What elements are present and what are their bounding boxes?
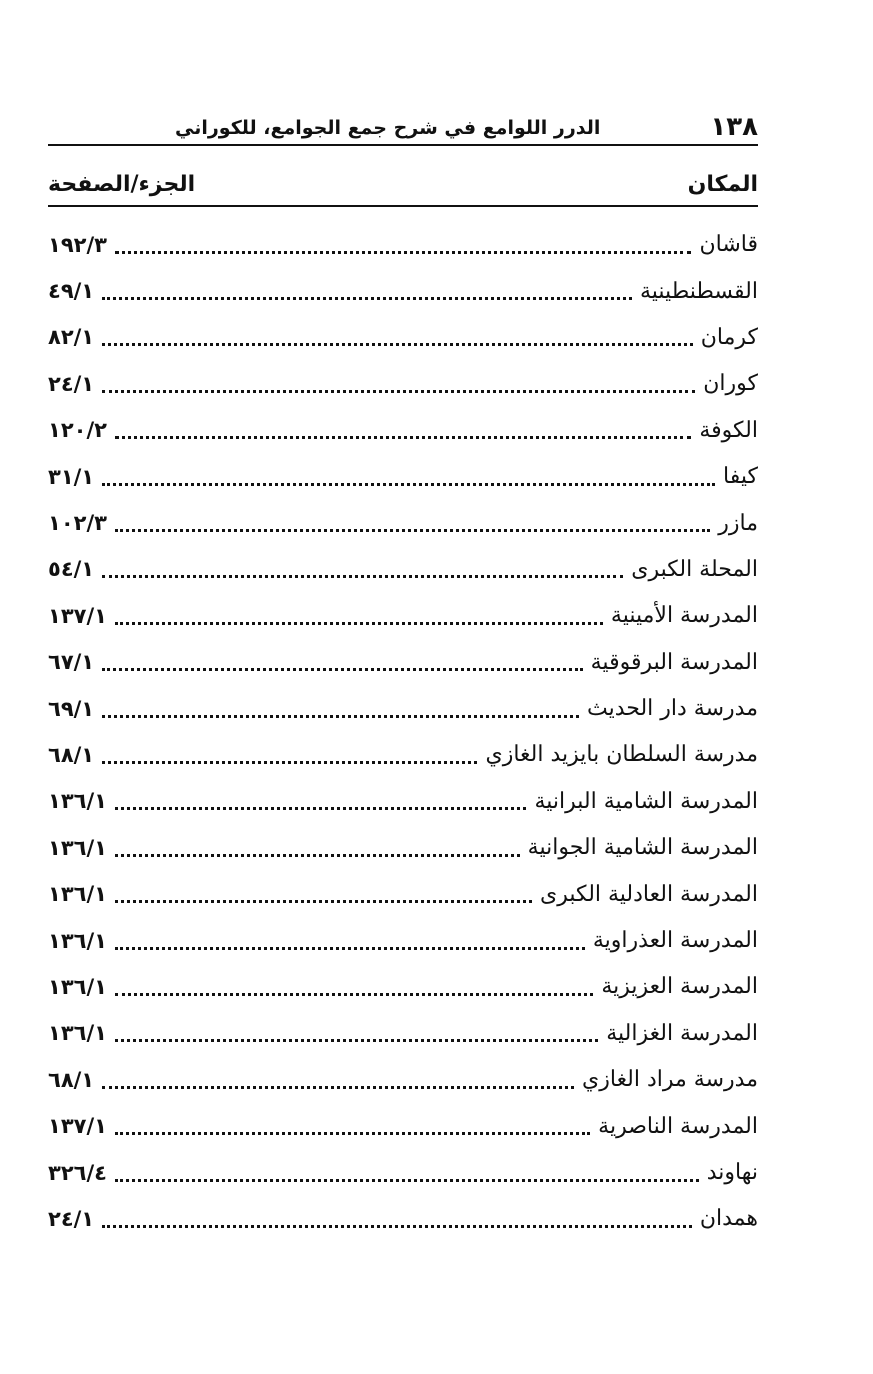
- volume-page-ref: ١٢٠/٢: [48, 418, 107, 443]
- place-name: همدان: [699, 1206, 758, 1232]
- index-entry: [48, 315, 758, 361]
- place-name: قاشان: [699, 232, 758, 258]
- dot-leader: [115, 900, 532, 903]
- dot-leader: [102, 761, 477, 764]
- volume-page-ref: ١٣٦/١: [48, 928, 107, 953]
- place-name: المدرسة الأمينية: [610, 603, 758, 629]
- place-name: القسطنطينية: [639, 278, 758, 304]
- index-entry: [48, 593, 758, 639]
- volume-page-ref: ٥٤/١: [48, 557, 95, 582]
- index-entry: [48, 964, 758, 1010]
- column-header-volume-page: الجزء/الصفحة: [48, 172, 196, 197]
- volume-page-ref: ١٣٦/١: [48, 882, 107, 907]
- place-name: كوران: [703, 371, 758, 397]
- place-name: مدرسة مراد الغازي: [582, 1067, 758, 1093]
- place-name: نهاوند: [706, 1160, 758, 1185]
- volume-page-ref: ٦٨/١: [48, 742, 95, 767]
- place-name: المدرسة الشامية الجوانية: [527, 835, 758, 861]
- dot-leader: [102, 715, 579, 718]
- volume-page-ref: ١٠٢/٣: [48, 511, 107, 536]
- dot-leader: [115, 993, 593, 996]
- place-name: مدرسة السلطان بايزيد الغازي: [485, 742, 758, 768]
- dot-leader: [115, 1132, 590, 1135]
- volume-page-ref: ٢٤/١: [48, 1206, 95, 1231]
- index-entry: [48, 1150, 758, 1196]
- index-entry: [48, 732, 758, 778]
- column-header-row: [48, 165, 758, 207]
- dot-leader: [115, 436, 691, 439]
- place-name: المدرسة العذراوية: [592, 928, 758, 954]
- dot-leader: [102, 1225, 692, 1228]
- column-header-place: المكان: [687, 172, 758, 197]
- volume-page-ref: ٤٩/١: [48, 279, 95, 304]
- volume-page-ref: ٦٧/١: [48, 650, 95, 675]
- place-name: المدرسة العزيزية: [601, 974, 758, 1000]
- index-entry: [48, 408, 758, 454]
- volume-page-ref: ٨٢/١: [48, 325, 95, 350]
- volume-page-ref: ٢٤/١: [48, 371, 95, 396]
- volume-page-ref: ٣١/١: [48, 464, 95, 489]
- dot-leader: [102, 343, 693, 346]
- index-list: [48, 222, 758, 1243]
- index-entry: [48, 686, 758, 732]
- index-entry: [48, 222, 758, 268]
- dot-leader: [102, 668, 583, 671]
- volume-page-ref: ٦٩/١: [48, 696, 95, 721]
- index-entry: [48, 640, 758, 686]
- page-header: [48, 108, 758, 146]
- index-entry: [48, 1196, 758, 1242]
- place-name: كيفا: [723, 464, 758, 490]
- volume-page-ref: ١٣٦/١: [48, 789, 107, 814]
- dot-leader: [102, 1086, 574, 1089]
- index-entry: [48, 361, 758, 407]
- index-entry: [48, 547, 758, 593]
- dot-leader: [115, 251, 692, 254]
- place-name: المدرسة الناصرية: [598, 1113, 758, 1139]
- place-name: مازر: [718, 510, 758, 536]
- place-name: كرمان: [700, 324, 758, 350]
- index-entry: [48, 454, 758, 500]
- index-entry: [48, 918, 758, 964]
- dot-leader: [115, 854, 520, 857]
- volume-page-ref: ١٣٧/١: [48, 603, 107, 628]
- running-title: الدرر اللوامع في شرح جمع الجوامع، للكوراني: [174, 117, 601, 139]
- index-entry: [48, 779, 758, 825]
- volume-page-ref: ١٣٦/١: [48, 1021, 107, 1046]
- index-entry: [48, 1057, 758, 1103]
- place-name: المحلة الكبرى: [631, 556, 758, 582]
- volume-page-ref: ٦٨/١: [48, 1067, 95, 1092]
- volume-page-ref: ٣٢٦/٤: [48, 1160, 107, 1185]
- place-name: مدرسة دار الحديث: [587, 696, 758, 722]
- index-entry: [48, 268, 758, 314]
- index-entry: [48, 871, 758, 917]
- dot-leader: [102, 483, 715, 486]
- volume-page-ref: ١٣٦/١: [48, 974, 107, 999]
- dot-leader: [115, 947, 585, 950]
- index-entry: [48, 825, 758, 871]
- index-entry: [48, 1103, 758, 1149]
- place-name: المدرسة الشامية البرانية: [534, 788, 758, 814]
- dot-leader: [115, 1039, 598, 1042]
- volume-page-ref: ١٩٢/٣: [48, 232, 107, 257]
- place-name: المدرسة العادلية الكبرى: [540, 881, 758, 907]
- place-name: المدرسة الغزالية: [606, 1020, 758, 1046]
- dot-leader: [115, 807, 527, 810]
- volume-page-ref: ١٣٦/١: [48, 835, 107, 860]
- place-name: الكوفة: [699, 417, 758, 443]
- dot-leader: [102, 575, 623, 578]
- dot-leader: [115, 622, 603, 625]
- dot-leader: [115, 529, 710, 532]
- place-name: المدرسة البرقوقية: [590, 649, 758, 675]
- index-entry: [48, 500, 758, 546]
- dot-leader: [115, 1179, 699, 1182]
- page-number: ١٣٨: [710, 112, 758, 142]
- dot-leader: [102, 390, 695, 393]
- dot-leader: [102, 297, 632, 300]
- volume-page-ref: ١٣٧/١: [48, 1114, 107, 1139]
- index-entry: [48, 1011, 758, 1057]
